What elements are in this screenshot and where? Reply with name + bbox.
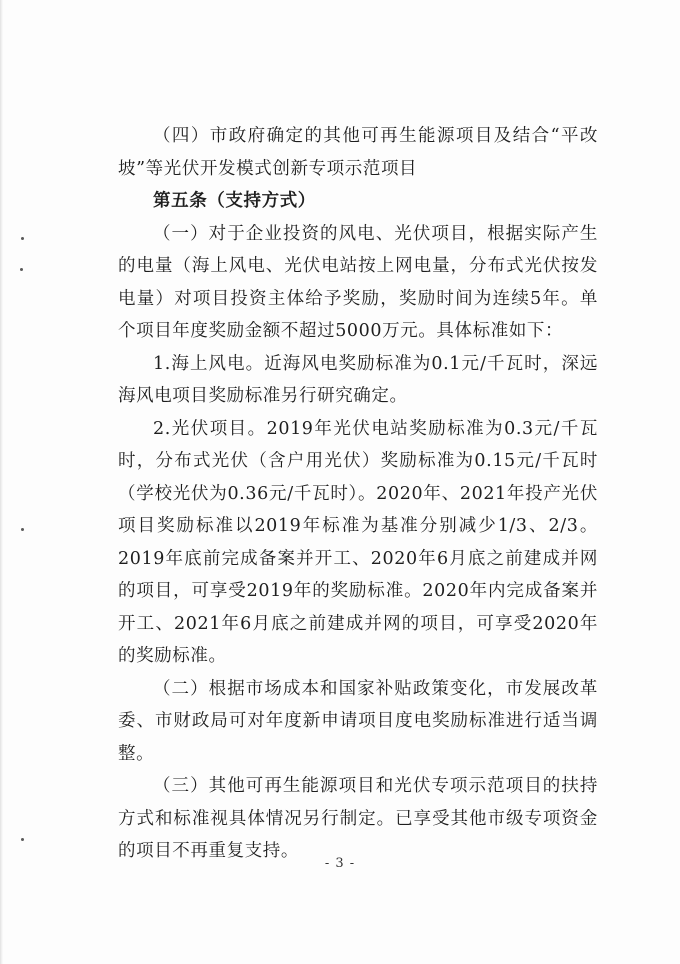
scan-edge-shadow — [0, 0, 3, 964]
scan-speck — [21, 838, 24, 841]
paragraph-item-4: （四）市政府确定的其他可再生能源项目及结合“平改坡”等光伏开发模式创新专项示范项目 — [118, 126, 598, 179]
article-5-heading: 第五条（支持方式） — [153, 191, 316, 211]
document-body — [118, 120, 598, 868]
paragraph-offshore-wind: 1.海上风电。近海风电奖励标准为0.1元/千瓦时，深远海风电项目奖励标准另行研究确定。 — [118, 353, 598, 406]
page-number: - 3 - — [324, 856, 356, 871]
paragraph-clause-1: （一）对于企业投资的风电、光伏项目，根据实际产生的电量（海上风电、光伏电站按上网电量，分布式光伏按发电量）对项目投资主体给予奖励，奖励时间为连续5年。单个项目年度奖励金额不超过5000万元。具体标准如下： — [118, 223, 598, 341]
paragraph-photovoltaic: 2.光伏项目。2019年光伏电站奖励标准为0.3元/千瓦时，分布式光伏（含户用光伏）奖励标准为0.15元/千瓦时（学校光伏为0.36元/千瓦时）。2020年、2021年投产光伏项目奖励标准以2019年标准为基准分别减少1/3、2/3。2019年底前完成备案并开工、2020年6月底之前建成并网的项目，可享受2019年的奖励标准。2020年内完成备案并开工、2021年6月底之前建成并网的项目，可享受2020年的奖励标准。 — [118, 418, 598, 666]
paragraph-clause-3: （三）其他可再生能源项目和光伏专项示范项目的扶持方式和标准视具体情况另行制定。已享受其他市级专项资金的项目不再重复支持。 — [118, 776, 598, 861]
scan-speck — [21, 237, 24, 240]
paragraph-clause-2: （二）根据市场成本和国家补贴政策变化，市发展改革委、市财政局可对年度新申请项目度电奖励标准进行适当调整。 — [118, 678, 598, 764]
scan-speck — [21, 528, 24, 531]
scan-speck — [20, 268, 23, 271]
